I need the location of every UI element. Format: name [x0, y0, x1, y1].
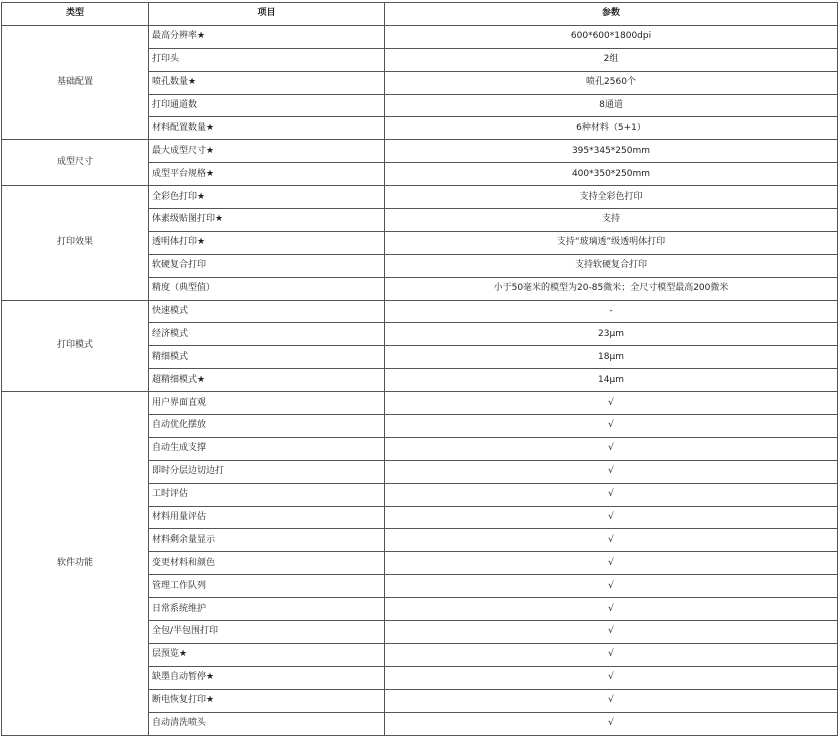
- category-cell: 打印模式: [2, 300, 149, 392]
- value-cell: √: [385, 689, 838, 712]
- item-cell: 用户界面直观: [149, 392, 385, 415]
- value-cell: 小于50毫米的模型为20-85微米；全尺寸模型最高200微米: [385, 277, 838, 300]
- value-cell: √: [385, 666, 838, 689]
- value-cell: 2组: [385, 48, 838, 71]
- value-cell: √: [385, 415, 838, 438]
- item-cell: 日常系统维护: [149, 598, 385, 621]
- table-row: [2, 25, 838, 48]
- value-cell: 8通道: [385, 94, 838, 117]
- item-cell: 全包/半包围打印: [149, 621, 385, 644]
- spec-table: [1, 2, 838, 736]
- item-cell: 成型平台规格★: [149, 163, 385, 186]
- category-cell: 打印效果: [2, 186, 149, 300]
- value-cell: √: [385, 437, 838, 460]
- item-cell: 透明体打印★: [149, 231, 385, 254]
- value-cell: 支持全彩色打印: [385, 186, 838, 209]
- table-row: [2, 140, 838, 163]
- value-cell: 支持“玻璃透”级透明体打印: [385, 231, 838, 254]
- item-cell: 最高分辨率★: [149, 25, 385, 48]
- item-cell: 材料配置数量★: [149, 117, 385, 140]
- table-row: [2, 300, 838, 323]
- item-cell: 全彩色打印★: [149, 186, 385, 209]
- header-param: 参数: [385, 3, 838, 26]
- item-cell: 软硬复合打印: [149, 254, 385, 277]
- value-cell: √: [385, 712, 838, 735]
- item-cell: 变更材料和颜色: [149, 552, 385, 575]
- value-cell: √: [385, 392, 838, 415]
- spec-body: [2, 25, 838, 735]
- item-cell: 自动清洗喷头: [149, 712, 385, 735]
- category-cell: 软件功能: [2, 392, 149, 735]
- value-cell: √: [385, 460, 838, 483]
- value-cell: √: [385, 483, 838, 506]
- item-cell: 超精细模式★: [149, 369, 385, 392]
- category-cell: 成型尺寸: [2, 140, 149, 186]
- item-cell: 快速模式: [149, 300, 385, 323]
- value-cell: √: [385, 552, 838, 575]
- category-cell: 基础配置: [2, 25, 149, 139]
- header-row: [2, 3, 838, 26]
- table-row: [2, 186, 838, 209]
- value-cell: 支持: [385, 209, 838, 232]
- value-cell: 喷孔2560个: [385, 71, 838, 94]
- item-cell: 最大成型尺寸★: [149, 140, 385, 163]
- value-cell: -: [385, 300, 838, 323]
- item-cell: 断电恢复打印★: [149, 689, 385, 712]
- header-item: 项目: [149, 3, 385, 26]
- table-row: [2, 392, 838, 415]
- value-cell: 23μm: [385, 323, 838, 346]
- item-cell: 自动生成支撑: [149, 437, 385, 460]
- item-cell: 喷孔数量★: [149, 71, 385, 94]
- value-cell: 6种材料（5+1）: [385, 117, 838, 140]
- value-cell: √: [385, 643, 838, 666]
- item-cell: 即时分层边切边打: [149, 460, 385, 483]
- value-cell: √: [385, 621, 838, 644]
- value-cell: 600*600*1800dpi: [385, 25, 838, 48]
- value-cell: √: [385, 529, 838, 552]
- value-cell: 14μm: [385, 369, 838, 392]
- item-cell: 管理工作队列: [149, 575, 385, 598]
- item-cell: 自动优化摆放: [149, 415, 385, 438]
- item-cell: 精细模式: [149, 346, 385, 369]
- item-cell: 缺墨自动暂停★: [149, 666, 385, 689]
- value-cell: 18μm: [385, 346, 838, 369]
- header-type: 类型: [2, 3, 149, 26]
- value-cell: 395*345*250mm: [385, 140, 838, 163]
- item-cell: 材料用量评估: [149, 506, 385, 529]
- item-cell: 工时评估: [149, 483, 385, 506]
- value-cell: 支持软硬复合打印: [385, 254, 838, 277]
- value-cell: √: [385, 506, 838, 529]
- value-cell: √: [385, 575, 838, 598]
- value-cell: 400*350*250mm: [385, 163, 838, 186]
- item-cell: 层预览★: [149, 643, 385, 666]
- item-cell: 打印通道数: [149, 94, 385, 117]
- item-cell: 精度（典型值）: [149, 277, 385, 300]
- item-cell: 材料剩余量显示: [149, 529, 385, 552]
- item-cell: 体素级贴图打印★: [149, 209, 385, 232]
- value-cell: √: [385, 598, 838, 621]
- item-cell: 打印头: [149, 48, 385, 71]
- item-cell: 经济模式: [149, 323, 385, 346]
